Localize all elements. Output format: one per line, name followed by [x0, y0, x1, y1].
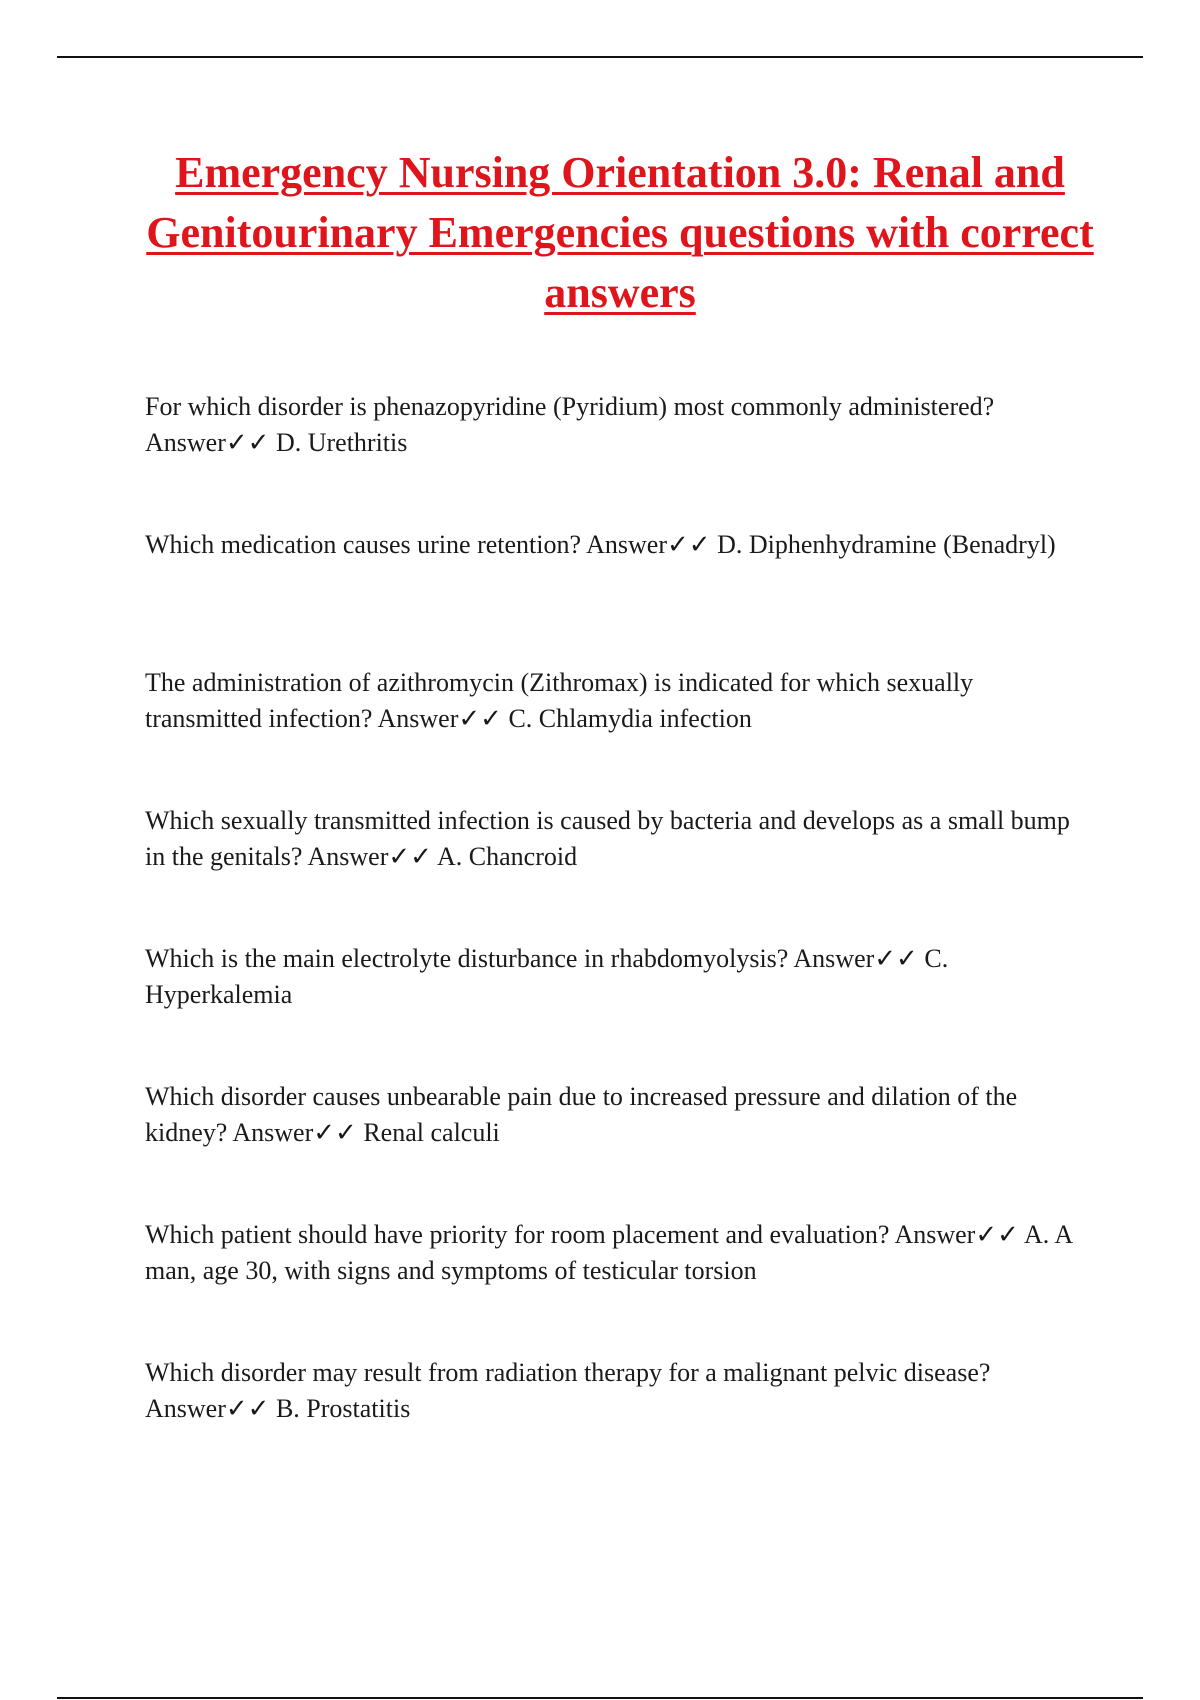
bottom-divider: [57, 1697, 1143, 1699]
answer-prefix: Answer✓✓: [145, 428, 270, 457]
question-text: Which sexually transmitted infection is caused by bacteria and develops as a small bump in the genitals?: [145, 806, 1070, 871]
qa-item: [145, 941, 1090, 1010]
question-text: The administration of azithromycin (Zithromax) is indicated for which sexually transmitted infection?: [145, 668, 974, 733]
qa-item: [145, 1355, 1090, 1424]
answer-prefix: Answer✓✓: [377, 704, 502, 733]
top-divider: [57, 56, 1143, 58]
answer-text: A. Chancroid: [437, 842, 578, 871]
qa-item: [145, 803, 1090, 872]
answer-prefix: Answer✓✓: [145, 1394, 270, 1423]
question-text: For which disorder is phenazopyridine (Pyridium) most commonly administered?: [145, 392, 995, 421]
document-title: Emergency Nursing Orientation 3.0: Renal and Genitourinary Emergencies questions with correct answers: [146, 148, 1094, 317]
qa-item: [145, 665, 1090, 734]
answer-prefix: Answer✓✓: [586, 530, 711, 559]
answer-prefix: Answer✓✓: [232, 1118, 357, 1147]
qa-item: [145, 527, 1090, 596]
answer-text: D. Urethritis: [275, 428, 408, 457]
qa-list: [145, 389, 1090, 1493]
qa-item: [145, 389, 1090, 458]
answer-prefix: Answer✓✓: [894, 1220, 1019, 1249]
qa-item: [145, 1079, 1090, 1148]
question-text: Which is the main electrolyte disturbance in rhabdomyolysis?: [145, 944, 789, 973]
question-text: Which medication causes urine retention?: [145, 530, 582, 559]
answer-text: C. Hyperkalemia: [145, 944, 949, 1009]
answer-text: B. Prostatitis: [275, 1394, 411, 1423]
answer-text: D. Diphenhydramine (Benadryl): [717, 530, 1056, 559]
answer-prefix: Answer✓✓: [793, 944, 918, 973]
question-text: Which disorder may result from radiation therapy for a malignant pelvic disease?: [145, 1358, 991, 1387]
answer-prefix: Answer✓✓: [307, 842, 432, 871]
answer-text: Renal calculi: [363, 1118, 500, 1147]
answer-text: C. Chlamydia infection: [508, 704, 752, 733]
answer-text: A. A man, age 30, with signs and symptoms of testicular torsion: [145, 1220, 1072, 1285]
question-text: Which disorder causes unbearable pain due to increased pressure and dilation of the kidney?: [145, 1082, 1018, 1147]
question-text: Which patient should have priority for room placement and evaluation?: [145, 1220, 890, 1249]
qa-item: [145, 1217, 1090, 1286]
